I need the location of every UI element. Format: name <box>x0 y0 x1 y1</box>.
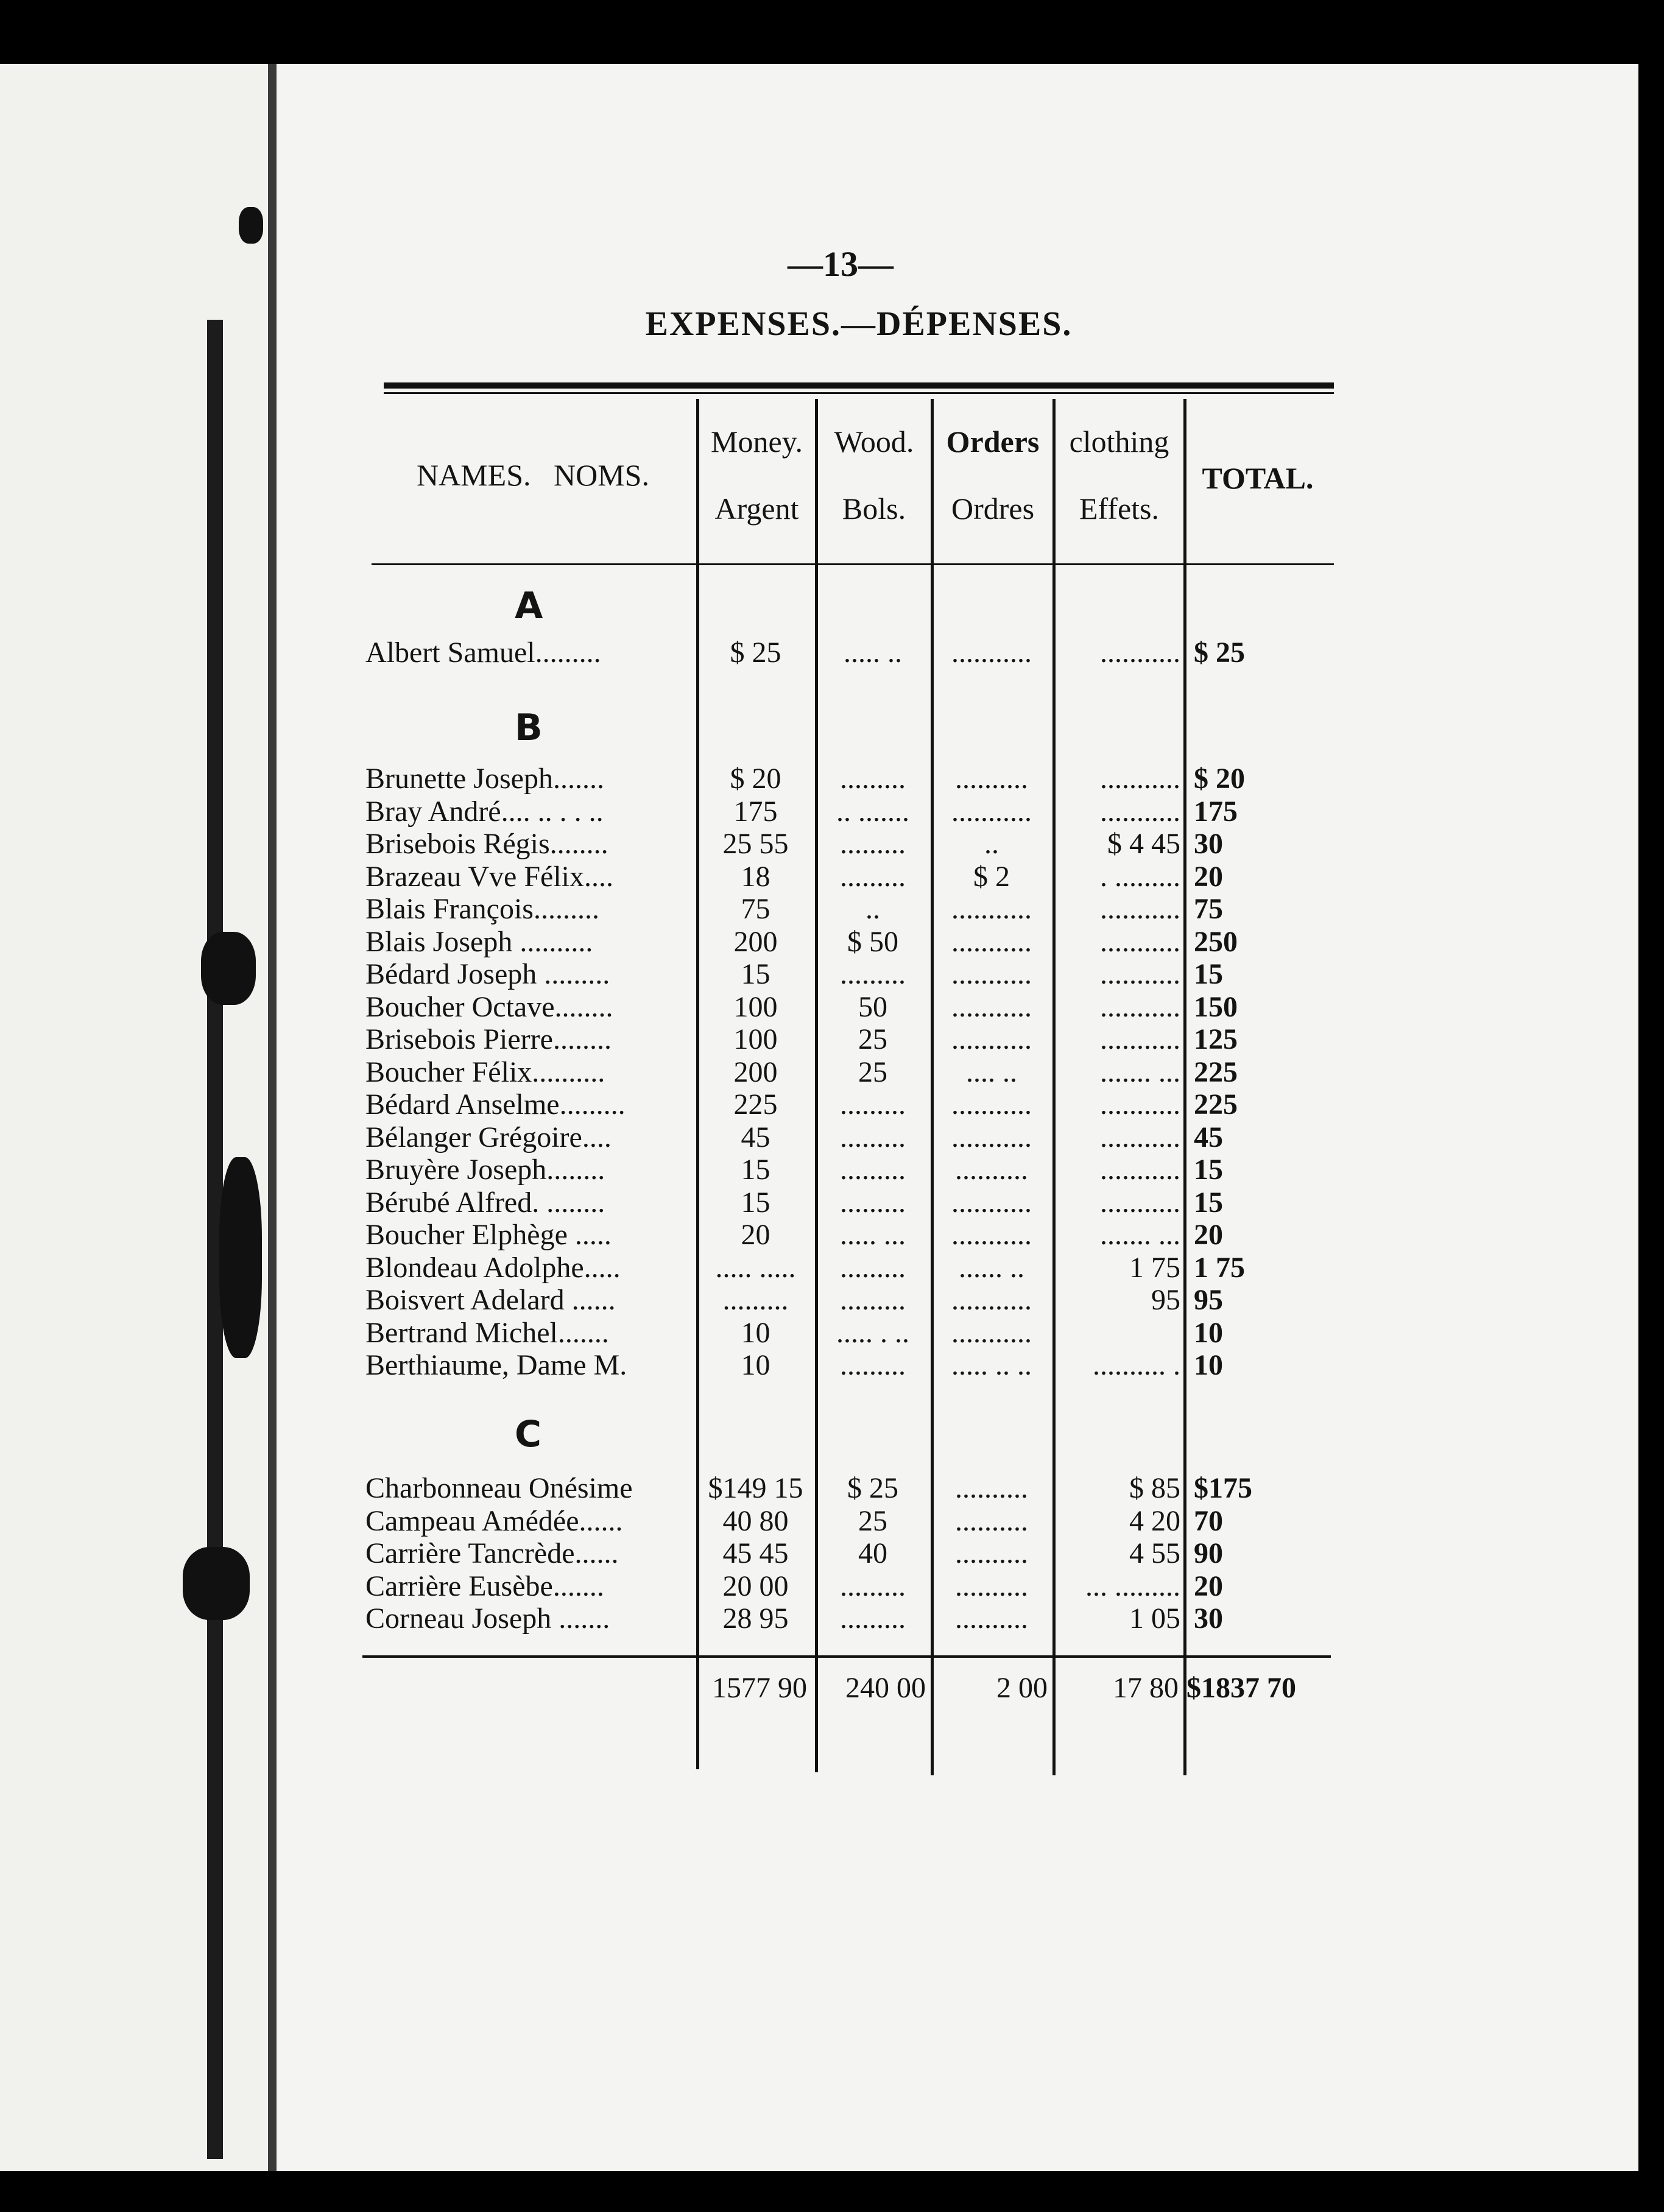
page-title: EXPENSES.—DÉPENSES. <box>645 305 1073 343</box>
row-name: Blondeau Adolphe..... <box>365 1251 621 1284</box>
row-money: $ 20 <box>730 763 781 795</box>
row-orders: ........... <box>951 1284 1032 1316</box>
row-total: $ 20 <box>1194 763 1245 795</box>
top-thick-rule <box>384 382 1334 389</box>
row-clothing: ........... <box>1100 795 1180 828</box>
row-clothing: ........... <box>1100 1088 1180 1121</box>
row-clothing: ........... <box>1100 1121 1180 1154</box>
row-clothing: ........... <box>1100 636 1180 669</box>
row-name: Bray André.... .. . . .. <box>365 795 604 828</box>
row-orders: ........... <box>951 893 1032 925</box>
row-wood: ..... ... <box>840 1219 906 1251</box>
row-money: $ 25 <box>730 636 781 669</box>
row-name: Brunette Joseph....... <box>365 763 604 795</box>
header-wood-fr: Bols. <box>842 491 906 526</box>
row-wood: ......... <box>840 1602 906 1635</box>
column-divider <box>1052 399 1056 1775</box>
row-name: Bruyère Joseph........ <box>365 1154 605 1186</box>
row-total: 175 <box>1194 795 1238 828</box>
top-thin-rule <box>384 392 1334 394</box>
row-clothing: ....... ... <box>1100 1055 1180 1088</box>
row-name: Bérubé Alfred. ........ <box>365 1186 605 1219</box>
section-letter: B <box>515 706 543 749</box>
row-name: Bédard Anselme......... <box>365 1088 626 1121</box>
tear-mark <box>183 1547 250 1620</box>
page-number: —13— <box>788 244 894 284</box>
row-orders: ........... <box>951 1219 1032 1251</box>
row-name: Brisebois Pierre........ <box>365 1023 612 1055</box>
row-total: $175 <box>1194 1472 1252 1504</box>
row-clothing: 95 <box>1151 1284 1180 1316</box>
row-clothing: ....... ... <box>1100 1219 1180 1251</box>
row-total: $ 25 <box>1194 636 1245 669</box>
header-orders-en: Orders <box>946 424 1040 459</box>
row-orders: .......... <box>955 1504 1028 1537</box>
header-clothing-en: clothing <box>1069 424 1169 459</box>
row-money: 20 00 <box>722 1569 789 1602</box>
row-total: 70 <box>1194 1504 1223 1537</box>
grand-total: $1837 70 <box>1186 1672 1296 1704</box>
row-total: 10 <box>1194 1349 1223 1381</box>
tear-mark <box>219 1157 262 1358</box>
row-wood: 50 <box>858 990 887 1023</box>
total-money: 1577 90 <box>712 1672 807 1704</box>
row-clothing: ... ......... <box>1085 1569 1180 1602</box>
header-names: NAMES. NOMS. <box>416 458 649 492</box>
row-name: Boucher Félix.......... <box>365 1055 605 1088</box>
row-money: 10 <box>741 1349 770 1381</box>
row-money: 100 <box>733 990 778 1023</box>
row-money: 75 <box>741 893 770 925</box>
row-money: 28 95 <box>722 1602 789 1635</box>
row-total: 30 <box>1194 828 1223 860</box>
row-total: 30 <box>1194 1602 1223 1635</box>
row-name: Corneau Joseph ....... <box>365 1602 610 1635</box>
row-orders: ........... <box>951 958 1032 990</box>
row-clothing: 1 75 <box>1129 1251 1180 1284</box>
row-orders: ........... <box>951 1186 1032 1219</box>
row-name: Boisvert Adelard ...... <box>365 1284 616 1316</box>
row-money: 15 <box>741 958 770 990</box>
header-money-en: Money. <box>711 424 803 459</box>
row-wood: $ 50 <box>847 925 898 958</box>
row-clothing: . ......... <box>1100 860 1180 893</box>
row-total: 125 <box>1194 1023 1238 1055</box>
row-clothing: ........... <box>1100 1023 1180 1055</box>
row-clothing: $ 85 <box>1129 1472 1180 1504</box>
row-total: 250 <box>1194 925 1238 958</box>
row-orders: ........... <box>951 990 1032 1023</box>
row-money: 25 55 <box>722 828 789 860</box>
header-bottom-rule <box>372 563 1334 565</box>
row-clothing: ........... <box>1100 990 1180 1023</box>
row-total: 95 <box>1194 1284 1223 1316</box>
row-clothing: ........... <box>1100 958 1180 990</box>
row-orders: .......... <box>955 1472 1028 1504</box>
row-wood: ......... <box>840 1284 906 1316</box>
row-wood: ......... <box>840 1349 906 1381</box>
row-name: Brazeau Vve Félix.... <box>365 860 613 893</box>
row-total: 20 <box>1194 1569 1223 1602</box>
row-orders: .... .. <box>966 1055 1017 1088</box>
row-orders: ........... <box>951 1023 1032 1055</box>
row-money: 10 <box>741 1316 770 1349</box>
row-money: 100 <box>733 1023 778 1055</box>
row-money: ......... <box>722 1284 789 1316</box>
row-orders: .......... <box>955 1154 1028 1186</box>
row-orders: .......... <box>955 1537 1028 1569</box>
row-orders: ........... <box>951 925 1032 958</box>
row-orders: .......... <box>955 1602 1028 1635</box>
row-money: 225 <box>733 1088 778 1121</box>
row-money: 40 80 <box>722 1504 789 1537</box>
row-wood: ..... . .. <box>836 1316 909 1349</box>
row-total: 15 <box>1194 958 1223 990</box>
row-orders: $ 2 <box>973 860 1010 893</box>
row-orders: .. <box>984 828 999 860</box>
column-divider <box>931 399 934 1775</box>
row-name: Boucher Elphège ..... <box>365 1219 612 1251</box>
row-clothing: $ 4 45 <box>1107 828 1180 860</box>
row-total: 90 <box>1194 1537 1223 1569</box>
row-clothing: .......... . <box>1093 1349 1180 1381</box>
row-name: Blais François......... <box>365 893 599 925</box>
total-wood: 240 00 <box>845 1672 926 1704</box>
row-wood: .. ....... <box>836 795 909 828</box>
row-money: 45 45 <box>722 1537 789 1569</box>
tear-mark <box>201 932 256 1005</box>
row-wood: 25 <box>858 1504 887 1537</box>
row-name: Charbonneau Onésime <box>365 1472 633 1504</box>
row-total: 15 <box>1194 1186 1223 1219</box>
row-orders: .......... <box>955 1569 1028 1602</box>
row-wood: ......... <box>840 763 906 795</box>
row-name: Brisebois Régis........ <box>365 828 608 860</box>
row-total: 225 <box>1194 1088 1238 1121</box>
row-money: 18 <box>741 860 770 893</box>
row-wood: ......... <box>840 1251 906 1284</box>
row-name: Boucher Octave........ <box>365 990 613 1023</box>
row-orders: ........... <box>951 1121 1032 1154</box>
section-letter: A <box>515 585 543 627</box>
header-clothing-fr: Effets. <box>1079 491 1159 526</box>
row-orders: ...... .. <box>959 1251 1024 1284</box>
row-orders: ........... <box>951 636 1032 669</box>
row-money: 15 <box>741 1154 770 1186</box>
row-money: 200 <box>733 1055 778 1088</box>
row-total: 45 <box>1194 1121 1223 1154</box>
row-name: Bédard Joseph ......... <box>365 958 610 990</box>
page-fold <box>268 64 277 2171</box>
row-orders: ..... .. .. <box>951 1349 1032 1381</box>
row-name: Blais Joseph .......... <box>365 925 593 958</box>
tear-mark <box>239 207 263 244</box>
row-clothing: 4 55 <box>1129 1537 1180 1569</box>
row-orders: ........... <box>951 1316 1032 1349</box>
row-wood: 25 <box>858 1023 887 1055</box>
section-letter: C <box>515 1413 542 1456</box>
row-wood: ......... <box>840 828 906 860</box>
row-clothing: ........... <box>1100 763 1180 795</box>
row-total: 150 <box>1194 990 1238 1023</box>
row-money: $149 15 <box>708 1472 803 1504</box>
row-total: 10 <box>1194 1316 1223 1349</box>
row-total: 20 <box>1194 1219 1223 1251</box>
header-money-fr: Argent <box>714 491 799 526</box>
row-total: 15 <box>1194 1154 1223 1186</box>
row-orders: .......... <box>955 763 1028 795</box>
row-name: Berthiaume, Dame M. <box>365 1349 627 1381</box>
row-wood: ......... <box>840 1088 906 1121</box>
row-name: Bélanger Grégoire.... <box>365 1121 612 1154</box>
row-wood: ......... <box>840 1186 906 1219</box>
row-name: Carrière Eusèbe....... <box>365 1569 604 1602</box>
row-total: 1 75 <box>1194 1251 1245 1284</box>
row-name: Campeau Amédée...... <box>365 1504 623 1537</box>
row-wood: ......... <box>840 958 906 990</box>
row-wood: ......... <box>840 860 906 893</box>
row-orders: ........... <box>951 795 1032 828</box>
row-money: 15 <box>741 1186 770 1219</box>
row-money: 45 <box>741 1121 770 1154</box>
row-wood: 40 <box>858 1537 887 1569</box>
header-orders-fr: Ordres <box>951 491 1035 526</box>
row-total: 75 <box>1194 893 1223 925</box>
total-clothing: 17 80 <box>1113 1672 1179 1704</box>
row-name: Bertrand Michel....... <box>365 1316 609 1349</box>
row-wood: .. <box>865 893 880 925</box>
row-clothing: 1 05 <box>1129 1602 1180 1635</box>
row-money: ..... ..... <box>715 1251 796 1284</box>
total-orders: 2 00 <box>996 1672 1048 1704</box>
row-name: Albert Samuel......... <box>365 636 601 669</box>
row-clothing: 4 20 <box>1129 1504 1180 1537</box>
row-name: Carrière Tancrède...... <box>365 1537 619 1569</box>
row-wood: ......... <box>840 1154 906 1186</box>
header-wood-en: Wood. <box>834 424 914 459</box>
row-wood: $ 25 <box>847 1472 898 1504</box>
row-wood: ......... <box>840 1569 906 1602</box>
row-clothing: ........... <box>1100 925 1180 958</box>
row-wood: ..... .. <box>844 636 902 669</box>
row-wood: ......... <box>840 1121 906 1154</box>
row-clothing: ........... <box>1100 893 1180 925</box>
row-clothing: ........... <box>1100 1186 1180 1219</box>
row-clothing: ........... <box>1100 1154 1180 1186</box>
row-money: 200 <box>733 925 778 958</box>
column-divider <box>1183 399 1186 1775</box>
row-wood: 25 <box>858 1055 887 1088</box>
header-total: TOTAL. <box>1202 461 1314 495</box>
row-money: 175 <box>733 795 778 828</box>
row-money: 20 <box>741 1219 770 1251</box>
row-total: 225 <box>1194 1055 1238 1088</box>
row-orders: ........... <box>951 1088 1032 1121</box>
row-total: 20 <box>1194 860 1223 893</box>
